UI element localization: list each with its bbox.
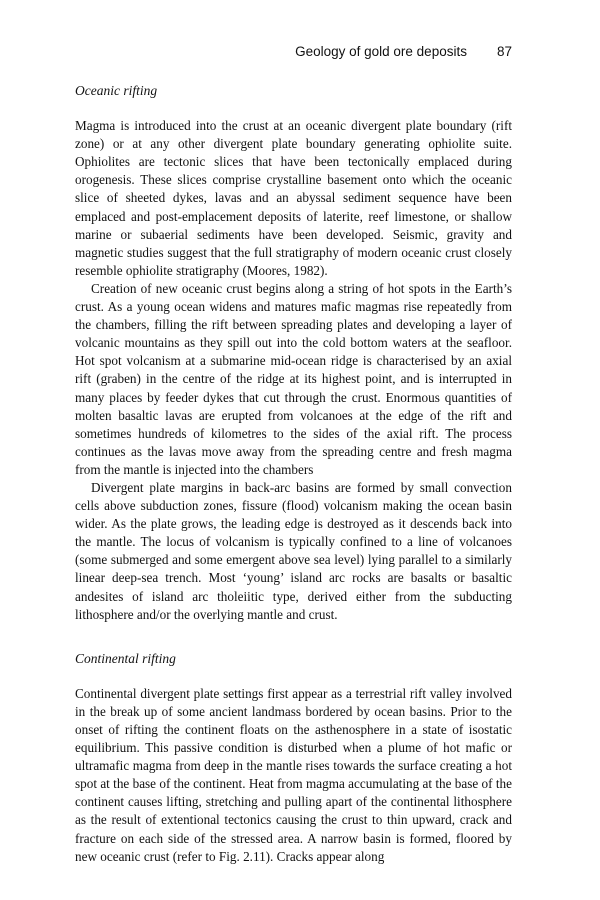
paragraph: Magma is introduced into the crust at an oceanic divergent plate boundary (rift zone) or at any other divergent plate boundary generating ophiolite suite. Ophiolites are tectonic slices that have been tectonically emplaced during orogenesis. These slices comprise crystalline basement onto which the oceanic slice of sheeted dykes, lavas and an abyssal sediment sequence have been emplaced and post-emplacement deposits of laterite, reef limestone, or shallow marine or subaerial sediments have been developed. Seismic, gravity and magnetic studies suggest that the full stratigraphy of modern oceanic crust closely resemble ophiolite stratigraphy (Moores, 1982).	[75, 118, 512, 278]
body-text	[75, 82, 512, 866]
running-head-title: Geology of gold ore deposits	[295, 44, 467, 59]
paragraph: Divergent plate margins in back-arc basins are formed by small convection cells above subduction zones, fissure (flood) volcanism making the ocean basin wider. As the plate grows, the leading edge is destroyed as it descends back into the mantle. The locus of volcanism is typically confined to a line of volcanoes (some submerged and some emergent above sea level) lying parallel to a similarly linear deep-sea trench. Most ‘young’ island arc rocks are basalts or basaltic andesites of island arc tholeiitic type, derived either from the subducting lithosphere and/or the overlying mantle and crust.	[75, 479, 512, 622]
section-spacer	[75, 624, 512, 650]
paragraph: Continental divergent plate settings first appear as a terrestrial rift valley involved in the break up of some ancient landmass bordered by ocean basins. Prior to the onset of rifting the continent floats on the asthenosphere in a state of isostatic equilibrium. This passive condition is disturbed when a plume of hot mafic or ultramafic magma from deep in the mantle rises towards the surface creating a hot spot at the base of the continent. Heat from magma accumulating at the base of the continent causes lifting, stretching and pulling apart of the continental lithosphere as the result of extentional tectonics causing the crust to thin upward, crack and fracture on each side of the stressed area. A narrow basin is formed, floored by new oceanic crust (refer to Fig. 2.11). Cracks appear along	[75, 685, 512, 864]
section-heading: Oceanic rifting	[75, 83, 158, 98]
running-head	[295, 44, 512, 59]
section-heading: Continental rifting	[75, 650, 176, 666]
page-number: 87	[496, 44, 512, 59]
section-continental-rifting	[75, 650, 512, 866]
paragraph: Creation of new oceanic crust begins along a string of hot spots in the Earth’s crust. As a young ocean widens and matures mafic magmas rise repeatedly from the chambers, filling the rift between spreading plates and developing a layer of volcanic mountains as they spill out into the cold bottom waters at the seafloor. Hot spot volcanism at a submarine mid-ocean ridge is characterised by an axial rift (graben) in the centre of the ridge at its highest point, and is interrupted in many places by feeder dykes that cut through the crust. Enormous quantities of molten basaltic lavas are erupted from volcanoes at the edge of the rift and sometimes hundreds of kilometres to the sides of the axial rift. The process continues as the lavas move away from the spreading centre and fresh magma from the mantle is injected into the chambers	[75, 280, 512, 477]
section-oceanic-rifting	[75, 82, 512, 624]
